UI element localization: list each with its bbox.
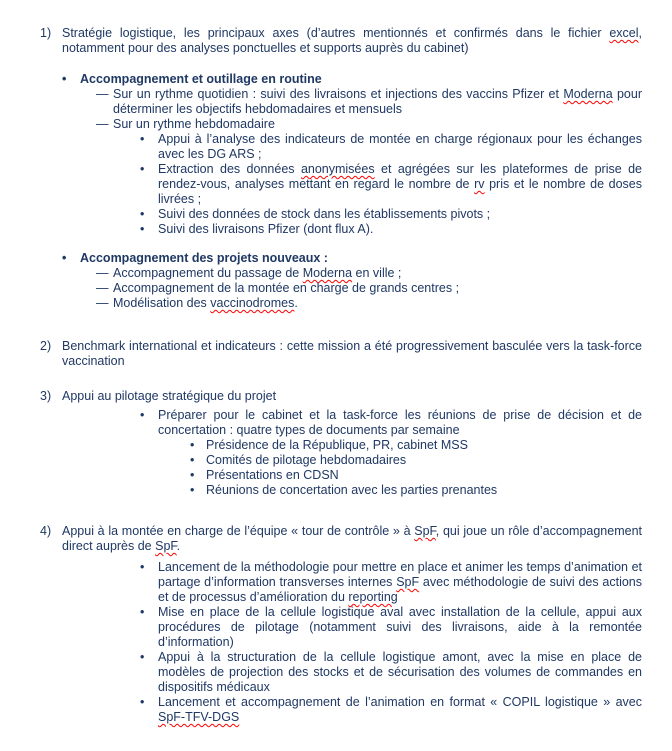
paragraph (158, 162, 642, 207)
paragraph: Suivi des données de stock dans les établissements pivots ; (158, 207, 491, 221)
bullet-icon: • (190, 468, 195, 482)
text-segment: Lancement et accompagnement de l’animation en format « COPIL logistique » avec (158, 695, 642, 709)
text-segment: en ville ; (352, 266, 402, 280)
paragraph (62, 524, 642, 554)
list-item (140, 605, 642, 650)
paragraph: Présentations en CDSN (206, 468, 339, 482)
dash-icon: — (96, 266, 109, 280)
bullet-icon: • (140, 132, 145, 146)
spellcheck-word: SpF (414, 524, 436, 538)
bullet-icon: • (190, 438, 195, 452)
paragraph: Préparer pour le cabinet et la task-force les réunions de prise de décision et de concertation : quatre types de documents par semaine (158, 408, 642, 437)
paragraph (113, 87, 642, 117)
paragraph: Suivi des livraisons Pfizer (dont flux A). (158, 222, 374, 236)
text-segment: Extraction des données (158, 162, 301, 176)
bullet-heading-routine (62, 72, 642, 87)
text-segment: Appui à la montée en charge de l’équipe « tour de contrôle » à (62, 524, 415, 538)
paragraph: Réunions de concertation avec les parties prenantes (206, 483, 498, 497)
list-item (140, 132, 642, 162)
bullet-icon: • (140, 695, 145, 709)
list-item (140, 207, 642, 222)
paragraph: Sur un rythme hebdomadaire (113, 117, 275, 131)
spellcheck-word: excel (609, 26, 639, 40)
paragraph: Appui au pilotage stratégique du projet (62, 389, 277, 403)
list-item (190, 453, 642, 468)
list-item (140, 408, 642, 438)
numbered-item-4 (40, 524, 642, 554)
paragraph (113, 266, 642, 281)
text-segment: Stratégie logistique, les principaux axes (d’autres mentionnés et confirmés dans le fichier (62, 26, 610, 40)
text-segment: pris et le nombre de doses livrées ; (158, 177, 642, 206)
text-segment: , notamment pour des analyses ponctuelles et supports auprès du cabinet) (62, 26, 642, 55)
text-segment: . (176, 539, 181, 553)
list-item (190, 438, 642, 453)
paragraph (158, 560, 642, 605)
list-item (140, 222, 642, 237)
spellcheck-word: SpF-TFV-DGS (158, 710, 240, 724)
bullet-icon: • (140, 408, 145, 422)
paragraph: Benchmark international et indicateurs : cette mission a été progressivement basculée vers la task-force vaccination (62, 339, 642, 368)
bullet-icon: • (190, 483, 195, 497)
bullet-icon: • (140, 650, 145, 664)
text-segment: et agrégées sur les plateformes de prise de rendez-vous, analyses mettant en regard le nombre de (158, 162, 642, 191)
spellcheck-word: Moderna (563, 87, 613, 101)
text-segment: . (294, 296, 298, 310)
text-segment: Sur un rythme quotidien : suivi des livraisons et injections des vaccins Pfizer et (113, 87, 564, 101)
item-number: 3) (40, 389, 52, 403)
paragraph (113, 296, 642, 311)
paragraph: Présidence de la République, PR, cabinet MSS (206, 438, 468, 452)
dash-item-grands-centres (96, 281, 642, 296)
numbered-item-3 (40, 389, 642, 404)
dash-item-hebdomadaire (96, 117, 642, 132)
spellcheck-word: rv (474, 177, 485, 191)
bullet-icon: • (140, 560, 145, 574)
list-item (190, 483, 642, 498)
text-segment: Modélisation des (113, 296, 211, 310)
spellcheck-word: anonymisées (300, 162, 375, 176)
paragraph: Appui à l’analyse des indicateurs de montée en charge régionaux pour les échanges avec les DG ARS ; (158, 132, 642, 161)
bullet-icon: • (140, 207, 145, 221)
bullet-icon: • (140, 162, 145, 176)
paragraph: Accompagnement de la montée en charge de grands centres ; (113, 281, 460, 295)
list-item (190, 468, 642, 483)
text-segment: , qui joue un rôle d’accompagnement direct auprès de (62, 524, 642, 553)
list-item (140, 560, 642, 605)
bullet-icon: • (140, 605, 145, 619)
paragraph (62, 26, 642, 56)
dash-item-moderna-ville (96, 266, 642, 281)
bullet-icon: • (140, 222, 145, 236)
dash-item-quotidien (96, 87, 642, 117)
list-item (140, 162, 642, 207)
bullet-icon: • (62, 72, 67, 86)
dash-icon: — (96, 296, 109, 310)
text-segment: avec méthodologie de suivi des actions et de processus d’amélioration du (158, 575, 642, 604)
numbered-item-2 (40, 339, 642, 369)
text-segment: Accompagnement du passage de (113, 266, 303, 280)
dash-icon: — (96, 281, 109, 295)
item-number: 4) (40, 524, 52, 538)
heading-text: Accompagnement et outillage en routine (80, 72, 322, 86)
item-number: 1) (40, 26, 52, 40)
numbered-item-1 (40, 26, 642, 56)
dash-item-vaccinodromes (96, 296, 642, 311)
bullet-icon: • (62, 251, 67, 265)
spellcheck-word: Moderna (302, 266, 353, 280)
list-item (140, 695, 642, 725)
bullet-icon: • (190, 453, 195, 467)
bullet-heading-nouveaux (62, 251, 642, 266)
paragraph: Appui à la structuration de la cellule logistique amont, avec la mise en place de modèles de projection des stocks et de sécurisation des volumes de commandes en dispositifs médicaux (158, 650, 642, 694)
paragraph: Mise en place de la cellule logistique aval avec installation de la cellule, appui aux procédures de pilotage (notamment suivi des livraisons, aide à la remontée d’information) (158, 605, 642, 649)
heading-text: Accompagnement des projets nouveaux : (80, 251, 328, 265)
dash-icon: — (96, 87, 109, 101)
text-segment: pour déterminer les objectifs hebdomadaires et mensuels (113, 87, 642, 116)
dash-icon: — (96, 117, 109, 131)
item-number: 2) (40, 339, 52, 353)
spellcheck-word: reporting (348, 590, 398, 604)
paragraph (158, 695, 642, 725)
spellcheck-word: SpF (155, 539, 177, 553)
list-item (140, 650, 642, 695)
spellcheck-word: SpF (396, 575, 420, 589)
paragraph: Comités de pilotage hebdomadaires (206, 453, 407, 467)
text-segment: Lancement de la méthodologie pour mettre en place et animer les temps d’animation et partage d’information transverses internes (158, 560, 642, 589)
spellcheck-word: vaccinodromes (210, 296, 295, 310)
